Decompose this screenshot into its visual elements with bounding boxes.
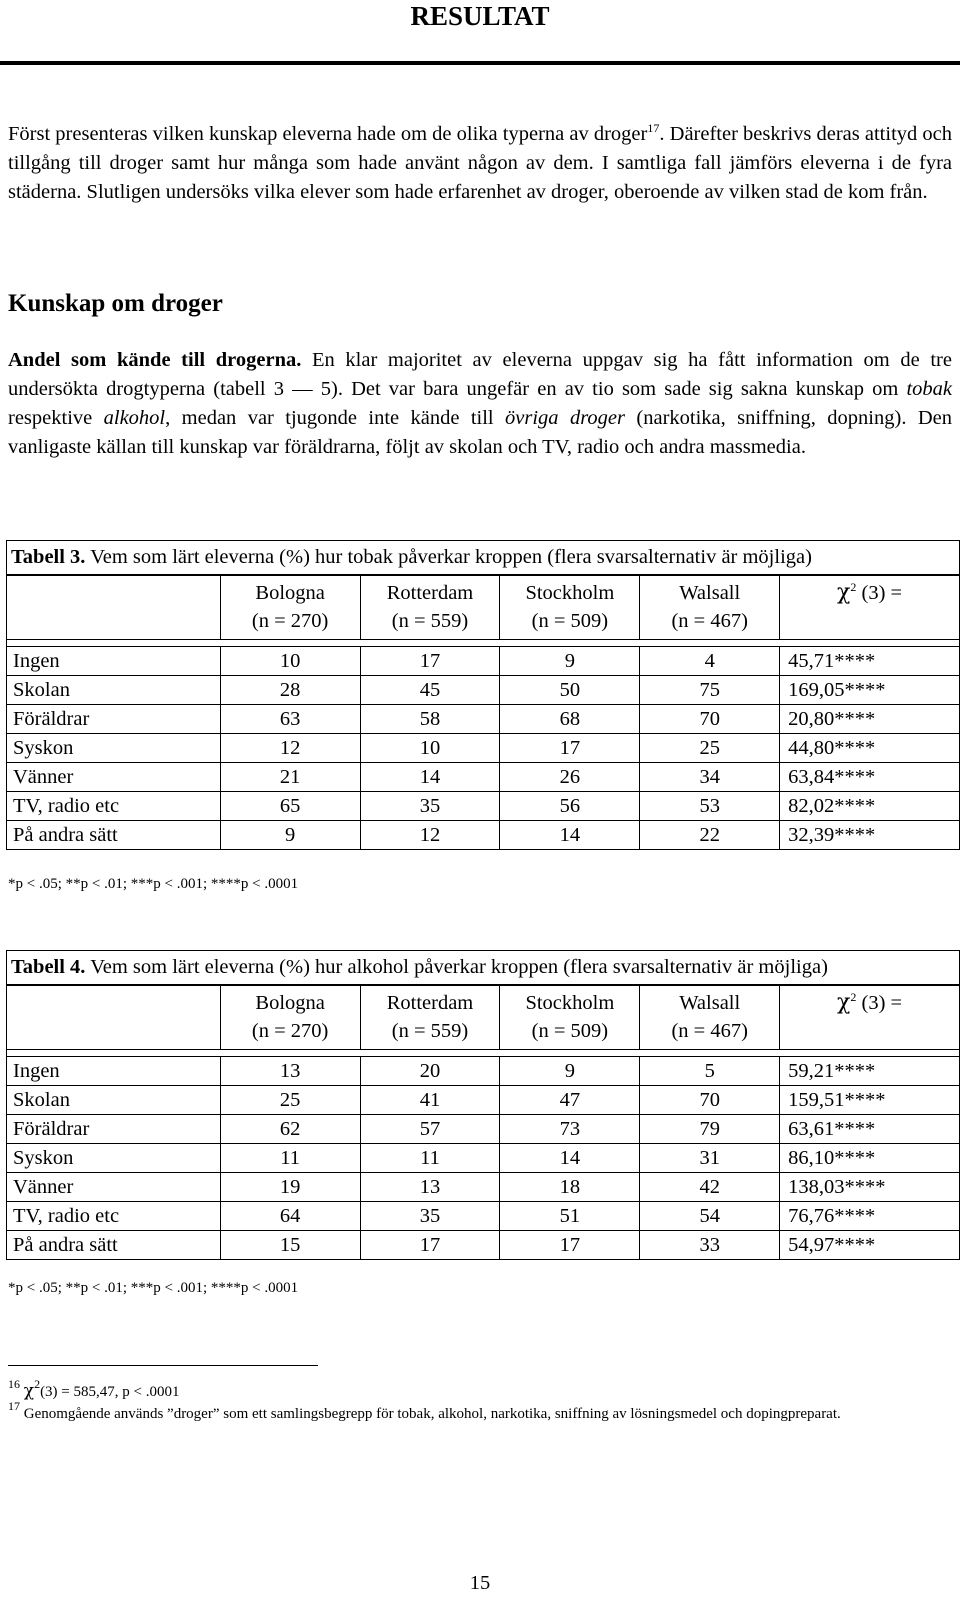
footnote-17-text: Genomgående används ”droger” som ett samlingsbegrepp för tobak, alkohol, narkotika, sniffning av lösningsmedel och dopingpreparat. (23, 1406, 841, 1422)
cell-value: 22 (640, 821, 780, 850)
cell-value: 13 (220, 1057, 360, 1086)
cell-value: 9 (500, 647, 640, 676)
cell-value: 26 (500, 763, 640, 792)
cell-value: 31 (640, 1144, 780, 1173)
cell-value: 53 (640, 792, 780, 821)
table-row (7, 1202, 960, 1231)
cell-value: 64 (220, 1202, 360, 1231)
row-label: TV, radio etc (7, 1202, 221, 1231)
col-city: Walsall (679, 582, 741, 604)
col-n: (n = 559) (391, 610, 469, 632)
cell-value: 17 (360, 1231, 500, 1260)
header-chi (780, 575, 960, 640)
footnote-16-number: 16 (8, 1377, 20, 1391)
col-n: (n = 270) (251, 1020, 329, 1042)
row-label: Vänner (7, 763, 221, 792)
col-city: Walsall (679, 992, 741, 1014)
cell-value: 51 (500, 1202, 640, 1231)
cell-value: 4 (640, 647, 780, 676)
row-label: Syskon (7, 1144, 221, 1173)
col-n: (n = 467) (671, 1020, 748, 1042)
cell-chi: 20,80**** (780, 705, 960, 734)
table-row (7, 821, 960, 850)
cell-value: 9 (500, 1057, 640, 1086)
col-n: (n = 270) (251, 610, 329, 632)
cell-chi: 159,51**** (780, 1086, 960, 1115)
cell-value: 17 (360, 647, 500, 676)
cell-value: 41 (360, 1086, 500, 1115)
row-label: Ingen (7, 647, 221, 676)
row-label: Föräldrar (7, 705, 221, 734)
cell-value: 15 (220, 1231, 360, 1260)
cell-value: 73 (500, 1115, 640, 1144)
cell-value: 20 (360, 1057, 500, 1086)
cell-value: 42 (640, 1173, 780, 1202)
cell-value: 11 (360, 1144, 500, 1173)
section-title: Kunskap om droger (8, 290, 223, 317)
footnote-rule (8, 1365, 318, 1366)
cell-value: 58 (360, 705, 500, 734)
cell-value: 14 (500, 821, 640, 850)
cell-value: 65 (220, 792, 360, 821)
cell-chi: 44,80**** (780, 734, 960, 763)
row-label: Vänner (7, 1173, 221, 1202)
header-empty (7, 985, 221, 1050)
row-label: TV, radio etc (7, 792, 221, 821)
cell-value: 10 (220, 647, 360, 676)
cell-value: 14 (500, 1144, 640, 1173)
cell-value: 34 (640, 763, 780, 792)
col-n: (n = 559) (391, 1020, 469, 1042)
row-label: Ingen (7, 1057, 221, 1086)
section-lead: Andel som kände till drogerna. (8, 349, 302, 371)
row-label: På andra sätt (7, 821, 221, 850)
col-city: Stockholm (525, 992, 615, 1014)
row-label: På andra sätt (7, 1231, 221, 1260)
footnote-ref-17[interactable]: 17 (647, 121, 660, 135)
cell-value: 70 (640, 705, 780, 734)
section-paragraph (8, 346, 952, 462)
cell-value: 14 (360, 763, 500, 792)
cell-value: 54 (640, 1202, 780, 1231)
table-4-label: Tabell 4. (11, 956, 86, 978)
table-3-caption-text: Vem som lärt eleverna (%) hur tobak påverkar kroppen (flera svarsalternativ är möjliga) (85, 546, 812, 568)
table-row (7, 647, 960, 676)
cell-value: 21 (220, 763, 360, 792)
row-label: Syskon (7, 734, 221, 763)
row-label: Föräldrar (7, 1115, 221, 1144)
col-n: (n = 509) (531, 610, 609, 632)
cell-value: 28 (220, 676, 360, 705)
col-city: Rotterdam (386, 992, 474, 1014)
cell-value: 12 (220, 734, 360, 763)
table-3-header (7, 575, 960, 640)
table-3-label: Tabell 3. (11, 546, 86, 568)
cell-value: 19 (220, 1173, 360, 1202)
cell-value: 68 (500, 705, 640, 734)
table-row (7, 676, 960, 705)
col-n: (n = 467) (671, 610, 748, 632)
table-4-caption-text: Vem som lärt eleverna (%) hur alkohol påverkar kroppen (flera svarsalternativ är möjliga) (85, 956, 828, 978)
table-3-note: *p < .05; **p < .01; ***p < .001; ****p < .0001 (8, 876, 299, 892)
footnotes (8, 1377, 952, 1425)
page-number: 15 (469, 1572, 491, 1594)
cell-value: 10 (360, 734, 500, 763)
chi-sup: 2 (850, 990, 857, 1004)
section-text-3: , medan var tjugonde inte kände till (165, 407, 506, 429)
cell-value: 33 (640, 1231, 780, 1260)
table-row (7, 1086, 960, 1115)
chi-rest: (3) = (861, 992, 903, 1014)
table-row (7, 1115, 960, 1144)
col-city: Rotterdam (386, 582, 474, 604)
chi-symbol: χ (837, 990, 851, 1015)
header-bologna (220, 985, 360, 1050)
cell-value: 62 (220, 1115, 360, 1144)
cell-value: 75 (640, 676, 780, 705)
intro-text-1: Först presenteras vilken kunskap eleverna hade om de olika typerna av droger (8, 123, 648, 145)
header-bologna (220, 575, 360, 640)
footnote-17-number: 17 (8, 1399, 20, 1413)
cell-value: 79 (640, 1115, 780, 1144)
header-rotterdam (360, 985, 500, 1050)
footnote-16 (8, 1377, 952, 1403)
header-stockholm (500, 575, 640, 640)
cell-chi: 82,02**** (780, 792, 960, 821)
cell-value: 63 (220, 705, 360, 734)
cell-chi: 32,39**** (780, 821, 960, 850)
footnote-16-sup: 2 (34, 1377, 41, 1391)
cell-value: 13 (360, 1173, 500, 1202)
section-italic-tobak: tobak (906, 378, 952, 400)
cell-chi: 76,76**** (780, 1202, 960, 1231)
cell-value: 17 (500, 734, 640, 763)
row-label: Skolan (7, 1086, 221, 1115)
row-label: Skolan (7, 676, 221, 705)
intro-text-2: . Därefter beskrivs deras attityd och tillgång till droger samt hur många som hade använt någon av dem. I samtliga fall jämförs eleverna i de fyra städerna. Slutligen undersöks vilka elever som hade erfarenhet av droger, oberoende av vilken stad de kom från. (8, 123, 953, 203)
cell-chi: 45,71**** (780, 647, 960, 676)
cell-chi: 54,97**** (780, 1231, 960, 1260)
cell-value: 56 (500, 792, 640, 821)
header-chi (780, 985, 960, 1050)
cell-chi: 138,03**** (780, 1173, 960, 1202)
footnote-16-text: (3) = 585,47, p < .0001 (40, 1384, 180, 1400)
table-4 (6, 950, 960, 1260)
cell-value: 47 (500, 1086, 640, 1115)
table-row (7, 1144, 960, 1173)
footnote-16-chi: χ (23, 1381, 35, 1401)
cell-value: 18 (500, 1173, 640, 1202)
col-city: Bologna (255, 992, 325, 1014)
col-n: (n = 509) (531, 1020, 609, 1042)
table-4-caption (7, 951, 960, 986)
cell-chi: 86,10**** (780, 1144, 960, 1173)
cell-value: 9 (220, 821, 360, 850)
table-row (7, 1057, 960, 1086)
cell-chi: 59,21**** (780, 1057, 960, 1086)
cell-value: 5 (640, 1057, 780, 1086)
cell-chi: 63,61**** (780, 1115, 960, 1144)
header-empty (7, 575, 221, 640)
header-walsall (640, 575, 780, 640)
page-heading: RESULTAT (410, 1, 550, 31)
section-text-1: En klar majoritet av eleverna uppgav sig ha fått information om de tre undersökta drogtyperna (tabell 3 — 5). Det var bara ungefär en av tio som sade sig sakna kunskap om (8, 349, 952, 400)
section-text-4: (narkotika, sniffning, dopning). Den vanligaste källan till kunskap var föräldrarna, följt av skolan och TV, radio och andra massmedia. (8, 407, 953, 458)
heading-rule (0, 61, 960, 65)
header-stockholm (500, 985, 640, 1050)
cell-value: 35 (360, 1202, 500, 1231)
footnote-17 (8, 1399, 952, 1425)
cell-value: 35 (360, 792, 500, 821)
table-row (7, 792, 960, 821)
chi-sup: 2 (850, 580, 857, 594)
table-3-caption (7, 541, 960, 576)
table-4-header (7, 985, 960, 1050)
cell-value: 17 (500, 1231, 640, 1260)
cell-value: 45 (360, 676, 500, 705)
table-4-note: *p < .05; **p < .01; ***p < .001; ****p < .0001 (8, 1280, 299, 1296)
cell-chi: 63,84**** (780, 763, 960, 792)
table-row (7, 1173, 960, 1202)
chi-symbol: χ (837, 580, 851, 605)
table-3 (6, 540, 960, 850)
cell-chi: 169,05**** (780, 676, 960, 705)
col-city: Stockholm (525, 582, 615, 604)
table-row (7, 1231, 960, 1260)
table-row (7, 705, 960, 734)
table-row (7, 763, 960, 792)
cell-value: 25 (640, 734, 780, 763)
intro-paragraph (8, 120, 952, 207)
cell-value: 57 (360, 1115, 500, 1144)
chi-rest: (3) = (861, 582, 903, 604)
section-italic-ovriga: övriga droger (505, 407, 625, 429)
cell-value: 70 (640, 1086, 780, 1115)
cell-value: 12 (360, 821, 500, 850)
col-city: Bologna (255, 582, 325, 604)
section-italic-alkohol: alkohol (103, 407, 166, 429)
row-separator (7, 1050, 960, 1057)
cell-value: 11 (220, 1144, 360, 1173)
cell-value: 50 (500, 676, 640, 705)
section-text-2: respektive (8, 407, 104, 429)
table-row (7, 734, 960, 763)
header-walsall (640, 985, 780, 1050)
header-rotterdam (360, 575, 500, 640)
cell-value: 25 (220, 1086, 360, 1115)
row-separator (7, 640, 960, 647)
